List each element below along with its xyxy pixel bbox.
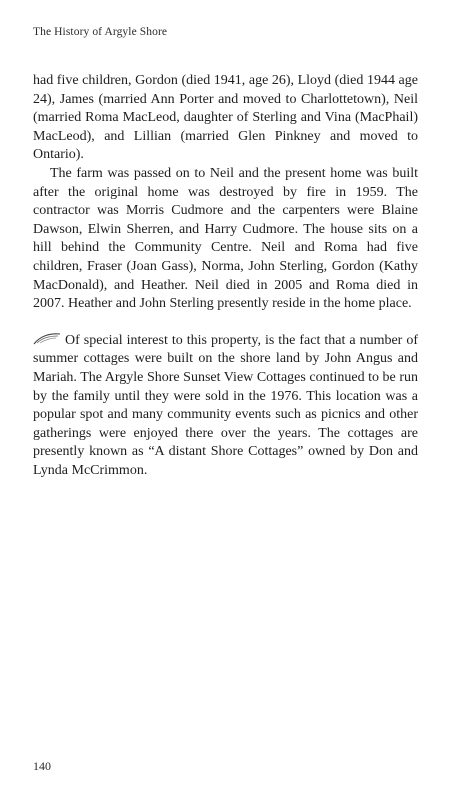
paragraph-continuation: had five children, Gordon (died 1941, age 26), Lloyd (died 1944 age 24), James (married Ann Porter and moved to Charlottetown), Neil (married Roma MacLeod, daughter of Sterling and Vina (MacPhail) MacLeod), and Lillian (married Glen Pinkney and moved to Ontario). bbox=[33, 73, 418, 163]
running-header-title: The History of Argyle Shore bbox=[33, 26, 168, 38]
paragraph-cottages-text: Of special interest to this property, is the fact that a number of summer cottages were built on the shore land by John Angus and Mariah. The Argyle Shore Sunset View Cottages continued to be run by the family until they were sold in the 1976. This location was a popular spot and many community events such as picnics and other gatherings were enjoyed there over the years. The cottages are presently known as “A distant Shore Cottages” owned by Don and Lynda McCrimmon. bbox=[33, 332, 418, 478]
paragraph-farm-history: The farm was passed on to Neil and the present home was built after the original home was destroyed by fire in 1959. The contractor was Morris Cudmore and the carpenters were Blaine Dawson, Elwin Sherren, and Harry Cudmore. The house sits on a hill behind the Community Centre. Neil and Roma had five children, Fraser (Joan Gass), Norma, John Sterling, Gordon (Kathy MacDonald), and Heather. Neil died in 2005 and Roma died in 2007. Heather and John Sterling presently reside in the home place. bbox=[33, 165, 418, 312]
page-number: 140 bbox=[33, 759, 51, 773]
paragraph-cottages-section bbox=[33, 332, 418, 481]
quill-feather-icon bbox=[33, 333, 61, 345]
body-text bbox=[33, 72, 418, 480]
